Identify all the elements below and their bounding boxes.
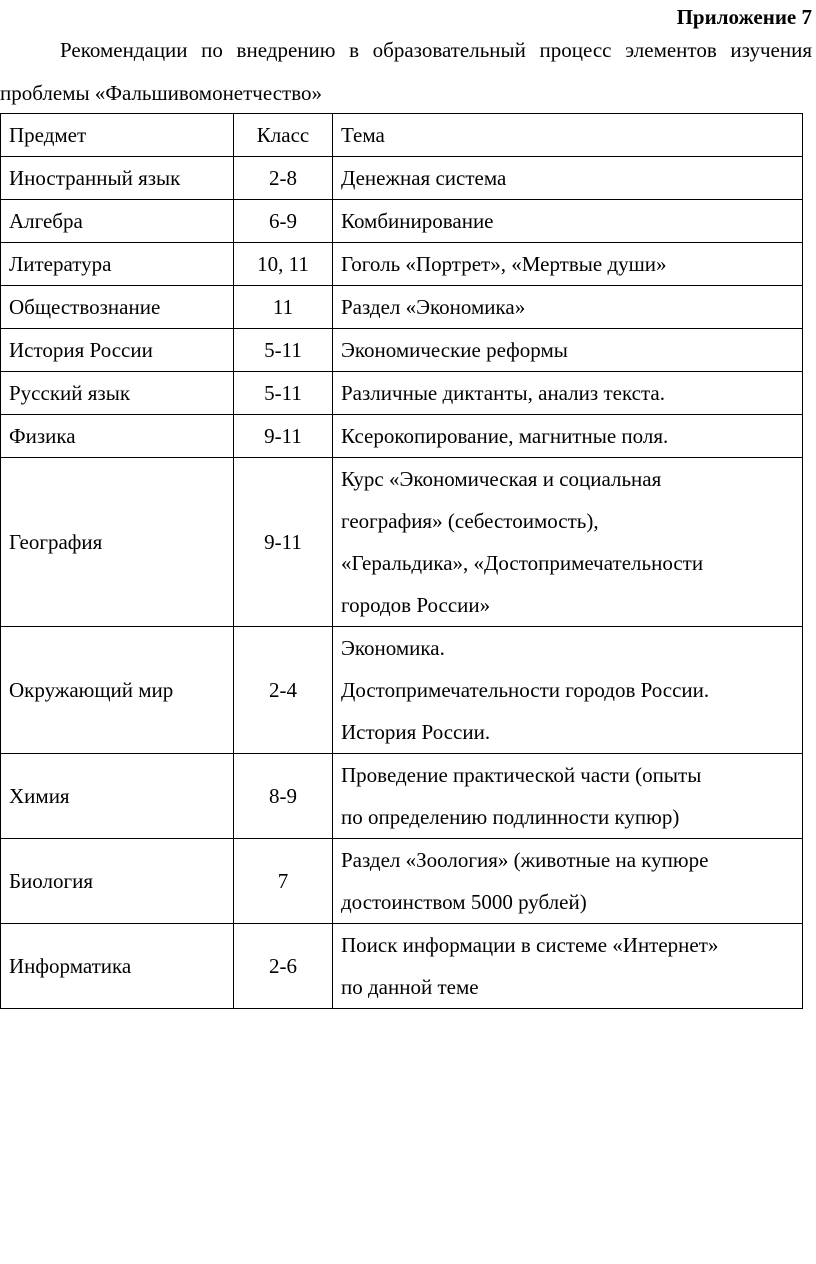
- grade-cell: 8-9: [234, 754, 333, 839]
- table-row: [1, 286, 803, 329]
- subject-cell: Иностранный язык: [1, 157, 234, 200]
- subject-cell: Биология: [1, 839, 234, 924]
- topic-line: по данной теме: [341, 975, 479, 999]
- table-row: [1, 627, 803, 754]
- topic-line: Поиск информации в системе «Интернет»: [341, 933, 719, 957]
- table-body: [1, 114, 803, 1009]
- grade-cell: 6-9: [234, 200, 333, 243]
- grade-cell: 10, 11: [234, 243, 333, 286]
- intro-paragraph: Рекомендации по внедрению в образовательный процесс элементов изучения проблемы «Фальшивомонетчество»: [0, 38, 812, 105]
- subject-cell: Химия: [1, 754, 234, 839]
- appendix-label: Приложение 7: [676, 5, 812, 29]
- topic-line: Достопримечательности городов России.: [341, 678, 710, 702]
- topic-line: Гоголь «Портрет», «Мертвые души»: [341, 252, 667, 276]
- table-row: [1, 372, 803, 415]
- topic-cell: [333, 924, 803, 1009]
- table-row: [1, 839, 803, 924]
- table-row: [1, 415, 803, 458]
- topic-line: по определению подлинности купюр): [341, 805, 680, 829]
- grade-cell: 7: [234, 839, 333, 924]
- subject-cell: Русский язык: [1, 372, 234, 415]
- grade-cell: 9-11: [234, 415, 333, 458]
- subject-cell: География: [1, 458, 234, 627]
- column-header-grade: Класс: [234, 114, 333, 157]
- grade-cell: 5-11: [234, 372, 333, 415]
- topic-line: Курс «Экономическая и социальная: [341, 467, 662, 491]
- topic-cell: [333, 372, 803, 415]
- topic-line: Экономика.: [341, 636, 445, 660]
- subject-cell: Алгебра: [1, 200, 234, 243]
- topic-line: Комбинирование: [341, 209, 494, 233]
- topic-line: Проведение практической части (опыты: [341, 763, 702, 787]
- topic-line: Раздел «Экономика»: [341, 295, 526, 319]
- table-row: [1, 200, 803, 243]
- topic-line: городов России»: [341, 593, 491, 617]
- table-row: [1, 458, 803, 627]
- column-header-topic: Тема: [333, 114, 803, 157]
- grade-cell: 5-11: [234, 329, 333, 372]
- recommendations-table: [0, 113, 803, 1009]
- topic-line: география» (себестоимость),: [341, 509, 599, 533]
- topic-cell: [333, 415, 803, 458]
- topic-cell: [333, 329, 803, 372]
- topic-cell: [333, 157, 803, 200]
- table-row: [1, 243, 803, 286]
- topic-line: Раздел «Зоология» (животные на купюре: [341, 848, 709, 872]
- subject-cell: Обществознание: [1, 286, 234, 329]
- topic-cell: [333, 286, 803, 329]
- topic-line: Ксерокопирование, магнитные поля.: [341, 424, 669, 448]
- grade-cell: 9-11: [234, 458, 333, 627]
- topic-cell: [333, 627, 803, 754]
- grade-cell: 2-4: [234, 627, 333, 754]
- topic-line: «Геральдика», «Достопримечательности: [341, 551, 704, 575]
- topic-cell: [333, 200, 803, 243]
- grade-cell: 11: [234, 286, 333, 329]
- topic-line: Экономические реформы: [341, 338, 568, 362]
- topic-cell: [333, 243, 803, 286]
- grade-cell: 2-8: [234, 157, 333, 200]
- table-row: [1, 754, 803, 839]
- table-row: [1, 157, 803, 200]
- table-header-row: [1, 114, 803, 157]
- topic-cell: [333, 458, 803, 627]
- subject-cell: Информатика: [1, 924, 234, 1009]
- topic-line: Денежная система: [341, 166, 507, 190]
- topic-cell: [333, 839, 803, 924]
- table-row: [1, 924, 803, 1009]
- topic-line: История России.: [341, 720, 491, 744]
- subject-cell: Физика: [1, 415, 234, 458]
- subject-cell: Литература: [1, 243, 234, 286]
- table-row: [1, 329, 803, 372]
- column-header-subject: Предмет: [1, 114, 234, 157]
- topic-cell: [333, 754, 803, 839]
- topic-line: достоинством 5000 рублей): [341, 890, 587, 914]
- topic-line: Различные диктанты, анализ текста.: [341, 381, 665, 405]
- grade-cell: 2-6: [234, 924, 333, 1009]
- subject-cell: Окружающий мир: [1, 627, 234, 754]
- subject-cell: История России: [1, 329, 234, 372]
